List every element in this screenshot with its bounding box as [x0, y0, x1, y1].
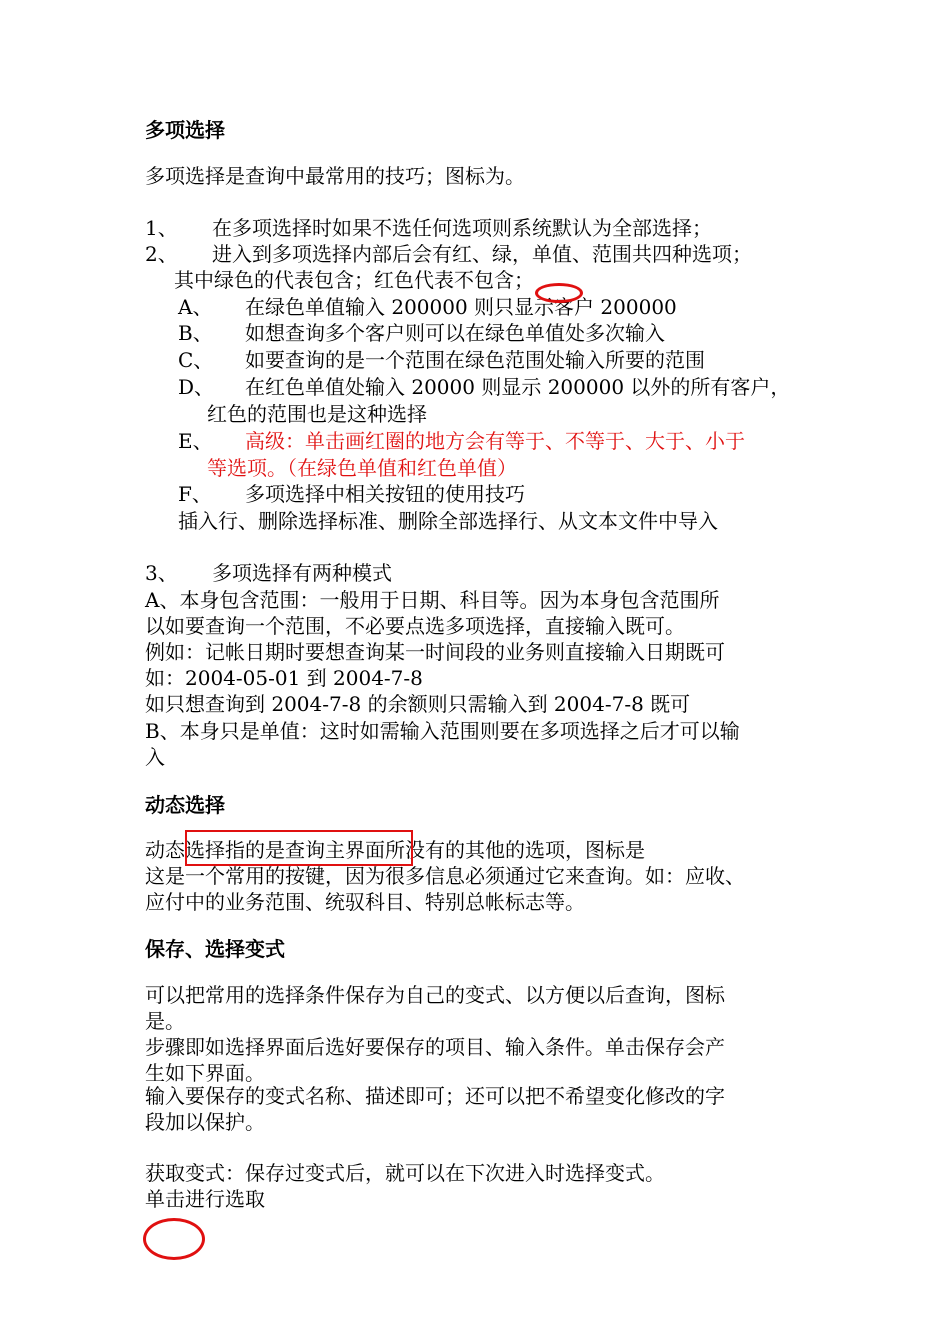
sub-item-text-d-continued: 红色的范围也是这种选择: [207, 402, 427, 426]
mode-b-line-1: B、本身只是单值：这时如需输入范围则要在多项选择之后才可以输: [145, 719, 740, 743]
list-item-number-3: 3、: [145, 561, 178, 585]
red-box-annotation: [185, 830, 413, 866]
list-item-text-3: 多项选择有两种模式: [212, 561, 392, 585]
sub-item-label-a: A、: [178, 295, 213, 319]
list-item-number-1: 1、: [145, 216, 178, 240]
section-heading-multi-select: 多项选择: [145, 118, 225, 142]
dynamic-line-1-prefix: 动态: [145, 838, 185, 862]
sub-item-label-c: C、: [178, 348, 214, 372]
dynamic-boxed-phrase: 选择指的是查询主界面: [185, 838, 385, 862]
example-line-2: 如：2004-05-01 到 2004-7-8: [145, 666, 423, 690]
list-item-text-2: 进入到多项选择内部后会有红、绿，单值、范围共四种选项；: [212, 242, 752, 266]
variant-para-1-line-2: 是。: [145, 1009, 185, 1033]
mode-a-line-1: A、本身包含范围：一般用于日期、科目等。因为本身包含范围所: [145, 588, 720, 612]
sub-item-text-f-continued: 插入行、删除选择标准、删除全部选择行、从文本文件中导入: [178, 509, 718, 533]
list-item-text-2-continued: 其中绿色的代表包含；红色代表不包含；: [174, 268, 534, 292]
variant-para-3-line-2: 段加以保护。: [145, 1110, 265, 1134]
dynamic-line-1-suffix: 所没有的其他的选项，图标是: [385, 838, 645, 862]
multi-select-intro: 多项选择是查询中最常用的技巧；图标为。: [145, 164, 525, 188]
variant-para-5: 单击进行选取: [145, 1187, 265, 1211]
variant-para-3-line-1: 输入要保存的变式名称、描述即可；还可以把不希望变化修改的字: [145, 1084, 725, 1108]
sub-item-label-e: E、: [178, 429, 213, 453]
example-line-1: 例如：记帐日期时要想查询某一时间段的业务则直接输入日期既可: [145, 640, 725, 664]
sub-item-label-b: B、: [178, 321, 213, 345]
sub-item-text-e-continued: 等选项。（在绿色单值和红色单值）: [207, 456, 517, 480]
variant-para-2-line-2: 生如下界面。: [145, 1061, 265, 1085]
sub-item-text-e-highlighted: 高级：单击画红圈的地方会有等于、不等于、大于、小于: [245, 429, 745, 453]
red-circle-annotation-bottom-icon: [143, 1218, 205, 1260]
example-line-3: 如只想查询到 2004-7-8 的余额则只需输入到 2004-7-8 既可: [145, 692, 691, 716]
sub-item-text-b: 如想查询多个客户则可以在绿色单值处多次输入: [245, 321, 665, 345]
mode-a-line-2: 以如要查询一个范围，不必要点选多项选择，直接输入既可。: [145, 614, 685, 638]
sub-item-label-d: D、: [178, 375, 215, 399]
variant-para-4: 获取变式：保存过变式后，就可以在下次进入时选择变式。: [145, 1161, 665, 1185]
variant-para-2-line-1: 步骤即如选择界面后选好要保存的项目、输入条件。单击保存会产: [145, 1035, 725, 1059]
mode-b-line-2: 入: [145, 745, 165, 769]
sub-item-label-f: F、: [178, 482, 212, 506]
list-item-text-1: 在多项选择时如果不选任何选项则系统默认为全部选择；: [212, 216, 712, 240]
sub-item-text-f: 多项选择中相关按钮的使用技巧: [245, 482, 525, 506]
dynamic-line-3: 应付中的业务范围、统驭科目、特别总帐标志等。: [145, 890, 585, 914]
list-item-number-2: 2、: [145, 242, 178, 266]
dynamic-line-2: 这是一个常用的按键，因为很多信息必须通过它来查询。如：应收、: [145, 864, 745, 888]
sub-item-text-c: 如要查询的是一个范围在绿色范围处输入所要的范围: [245, 348, 705, 372]
section-heading-dynamic-select: 动态选择: [145, 793, 225, 817]
section-heading-save-variant: 保存、选择变式: [145, 937, 285, 961]
red-circle-annotation-icon: [535, 283, 583, 303]
sub-item-text-d: 在红色单值处输入 20000 则显示 200000 以外的所有客户，: [245, 375, 791, 399]
variant-para-1-line-1: 可以把常用的选择条件保存为自己的变式、以方便以后查询，图标: [145, 983, 725, 1007]
sub-item-text-a: 在绿色单值输入 200000 则只显示客户 200000: [245, 295, 677, 319]
